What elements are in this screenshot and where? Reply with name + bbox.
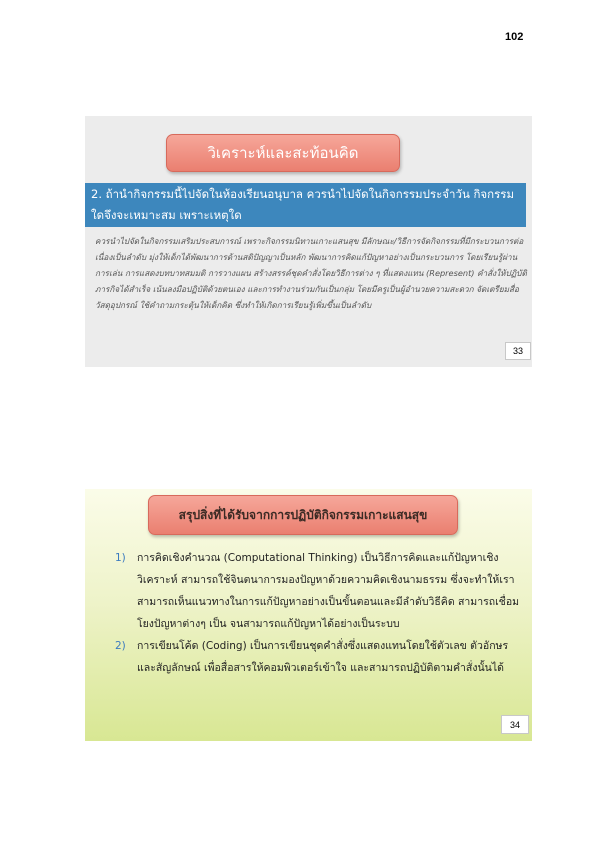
- slide-34-list: [115, 547, 525, 679]
- list-item-number: 1): [115, 552, 126, 564]
- slide-33: [85, 116, 532, 367]
- page-number: 102: [505, 31, 524, 43]
- slide-33-title: วิเคราะห์และสะท้อนคิด: [166, 134, 400, 172]
- list-item: [115, 635, 525, 679]
- slide-34: [85, 489, 532, 741]
- list-item-text: การเขียนโค้ด (Coding) เป็นการเขียนชุดคำสั่งซึ่งแสดงแทนโดยใช้ตัวเลข ตัวอักษร และสัญลักษณ์ เพื่อสื่อสารให้คอมพิวเตอร์เข้าใจ และสามารถปฏิบัติตามคำสั่งนั้นได้: [137, 640, 509, 674]
- list-item-number: 2): [115, 640, 126, 652]
- slide-33-number: 33: [505, 342, 531, 360]
- list-item: [115, 547, 525, 635]
- slide-34-title: สรุปสิ่งที่ได้รับจากการปฏิบัติกิจกรรมเกาะแสนสุข: [148, 495, 458, 535]
- slide-34-number: 34: [501, 715, 529, 734]
- list-item-text: การคิดเชิงคำนวณ (Computational Thinking) เป็นวิธีการคิดและแก้ปัญหาเชิงวิเคราะห์ สามารถใช้จินตนาการมองปัญหาด้วยความคิดเชิงนามธรรม ซึ่งจะทำให้เราสามารถเห็นแนวทางในการแก้ปัญหาอย่างเป็นขั้นตอนและมีลำดับวิธีคิด สามารถเชื่อมโยงปัญหาต่างๆ เป็น จนสามารถแก้ปัญหาได้อย่างเป็นระบบ: [137, 552, 520, 630]
- slide-33-question-banner: 2. ถ้านำกิจกรรมนี้ไปจัดในห้องเรียนอนุบาล ควรนำไปจัดในกิจกรรมประจำวัน กิจกรรมใดจึงจะเหมาะสม เพราะเหตุใด: [85, 183, 526, 227]
- slide-33-answer-text: ควรนำไปจัดในกิจกรรมเสริมประสบการณ์ เพราะกิจกรรมนิทานเกาะแสนสุข มีลักษณะ/วิธีการจัดกิจกรรมที่มีกระบวนการต่อเนื่องเป็นลำดับ มุ่งให้เด็กได้พัฒนาการด้านสติปัญญาเป็นหลัก พัฒนาการคิดแก้ปัญหาอย่างเป็นกระบวนการ โดยเรียนรู้ผ่านการเล่น การแสดงบทบาทสมมติ การวางแผน สร้างสรรค์ชุดคำสั่งโดยวิธีการต่าง ๆ ที่แสดงแทน (Represent) คำสั่งให้ปฏิบัติภารกิจได้สำเร็จ เน้นลงมือปฏิบัติด้วยตนเอง และการทำงานร่วมกันเป็นกลุ่ม โดยมีครูเป็นผู้อำนวยความสะดวก จัดเตรียมสื่อ วัสดุอุปกรณ์ ใช้คำถามกระตุ้นให้เด็กคิด ซึ่งทำให้เกิดการเรียนรู้เพิ่มขึ้นเป็นลำดับ: [95, 236, 527, 310]
